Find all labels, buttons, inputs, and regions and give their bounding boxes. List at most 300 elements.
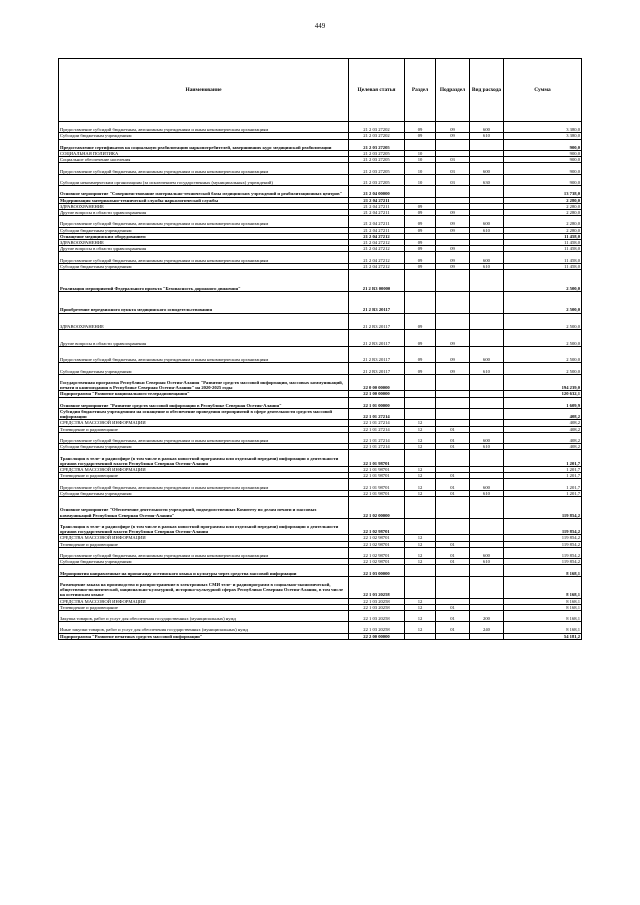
cell-section: 10 (405, 163, 436, 174)
cell-code: 21 2 04 27211 (349, 216, 405, 227)
cell-code: 22 0 00 00000 (349, 374, 405, 391)
cell-name: Телевидение и радиовещание (59, 604, 349, 610)
cell-sum: 900,0 (504, 139, 582, 150)
cell-code: 22 1 00 00000 (349, 391, 405, 397)
cell-code: 22 1 02 98701 (349, 518, 405, 535)
cell-section: 12 (405, 426, 436, 432)
cell-expense-type (470, 450, 504, 467)
cell-section: 12 (405, 622, 436, 633)
cell-sum: 8 168,1 (504, 610, 582, 621)
cell-section: 09 (405, 363, 436, 374)
table-row (59, 622, 582, 633)
cell-expense-type: 610 (470, 559, 504, 565)
cell-code: 21 2 04 27212 (349, 239, 405, 245)
cell-subsection: 01 (436, 444, 470, 450)
cell-name: Основное мероприятие "Развитие средств массовой информации в Республике Северная Осетия-Алания" (59, 397, 349, 408)
cell-code: 21 2 04 27212 (349, 263, 405, 269)
table-row (59, 346, 582, 363)
cell-expense-type: 200 (470, 610, 504, 621)
header-expense-type: Вид расхода (470, 59, 504, 122)
cell-name: Подпрограмма "Развитие национального телерадиовещания" (59, 391, 349, 397)
cell-section: 09 (405, 122, 436, 133)
cell-name: Социальное обеспечение населения (59, 157, 349, 163)
cell-subsection: 09 (436, 246, 470, 252)
cell-section: 09 (405, 227, 436, 233)
header-subsection: Подраздел (436, 59, 470, 122)
cell-sum: 8 168,1 (504, 576, 582, 598)
cell-name: Телевидение и радиовещание (59, 541, 349, 547)
cell-name: Другие вопросы в области здравоохранения (59, 246, 349, 252)
cell-code: 21 2 04 27211 (349, 203, 405, 209)
cell-expense-type (470, 408, 504, 419)
table-row (59, 547, 582, 558)
cell-name: Основное мероприятие "Совершенствование материально-технической базы медицинских учреждений и реабилитационных центров" (59, 186, 349, 197)
cell-name: Субсидии бюджетным учреждениям на оснащение и обеспечение проведения мероприятий в сфере деятельности средств массовой информации (59, 408, 349, 419)
cell-name: СРЕДСТВА МАССОВОЙ ИНФОРМАЦИИ (59, 420, 349, 426)
cell-sum: 119 854,2 (504, 541, 582, 547)
cell-subsection: 01 (436, 559, 470, 565)
cell-section: 09 (405, 246, 436, 252)
cell-sum: 8 168,1 (504, 604, 582, 610)
cell-section: 12 (405, 541, 436, 547)
cell-subsection: 01 (436, 479, 470, 490)
cell-name: Другие вопросы в области здравоохранения (59, 330, 349, 347)
cell-section: 12 (405, 479, 436, 490)
cell-section: 12 (405, 490, 436, 496)
cell-subsection: 09 (436, 133, 470, 139)
cell-subsection: 09 (436, 263, 470, 269)
cell-subsection (436, 633, 470, 639)
cell-code: 22 1 03 20258 (349, 604, 405, 610)
cell-sum: 1 201,7 (504, 473, 582, 479)
cell-sum: 900,0 (504, 150, 582, 156)
cell-subsection: 01 (436, 426, 470, 432)
cell-sum: 54 181,2 (504, 633, 582, 639)
cell-name: Предоставление субсидий бюджетным, автономным учреждениям и иным некоммерческим организациям (59, 479, 349, 490)
cell-code: 22 1 01 27214 (349, 420, 405, 426)
cell-subsection: 01 (436, 490, 470, 496)
header-name: Наименование (59, 59, 349, 122)
cell-expense-type (470, 330, 504, 347)
table-row (59, 174, 582, 185)
cell-expense-type: 600 (470, 163, 504, 174)
cell-sum: 11 458,0 (504, 239, 582, 245)
cell-sum: 2 500,0 (504, 313, 582, 330)
cell-expense-type: 600 (470, 252, 504, 263)
table-row (59, 363, 582, 374)
cell-code: 21 2 R3 20117 (349, 313, 405, 330)
cell-name: Предоставление субсидий бюджетным, автономным учреждениям и иным некоммерческим организациям (59, 432, 349, 443)
cell-code: 21 2 04 27212 (349, 233, 405, 239)
cell-name: ЗДРАВООХРАНЕНИЕ (59, 203, 349, 209)
table-row (59, 139, 582, 150)
cell-subsection: 09 (436, 216, 470, 227)
cell-name: Иные закупки товаров, работ и услуг для обеспечения государственных (муниципальных) нужд (59, 622, 349, 633)
cell-code: 21 2 04 27211 (349, 197, 405, 203)
cell-section: 12 (405, 473, 436, 479)
cell-sum: 11 458,0 (504, 233, 582, 239)
cell-code: 21 2 04 27211 (349, 209, 405, 215)
table-body (59, 122, 582, 640)
cell-code: 22 1 01 00000 (349, 397, 405, 408)
cell-code: 21 2 R3 20117 (349, 330, 405, 347)
cell-subsection: 09 (436, 209, 470, 215)
cell-section: 12 (405, 559, 436, 565)
cell-expense-type: 610 (470, 227, 504, 233)
cell-expense-type (470, 139, 504, 150)
cell-section: 10 (405, 174, 436, 185)
cell-name: Реализация мероприятий Федерального проекта "Безопасность дорожного движения" (59, 269, 349, 291)
cell-code: 22 1 03 20258 (349, 598, 405, 604)
cell-code: 21 2 04 00000 (349, 186, 405, 197)
cell-section: 09 (405, 216, 436, 227)
table-row (59, 163, 582, 174)
cell-name: Субсидии бюджетным учреждениям (59, 490, 349, 496)
cell-section: 12 (405, 598, 436, 604)
cell-subsection: 09 (436, 363, 470, 374)
table-row (59, 291, 582, 313)
header-sum: Сумма (504, 59, 582, 122)
cell-code: 22 1 01 98701 (349, 479, 405, 490)
cell-name: Подпрограмма "Развитие печатных средств массовой информации" (59, 633, 349, 639)
cell-code: 22 1 02 98701 (349, 541, 405, 547)
cell-subsection: 01 (436, 547, 470, 558)
table-row (59, 122, 582, 133)
cell-expense-type: 610 (470, 444, 504, 450)
cell-name: Оснащение медицинским оборудованием (59, 233, 349, 239)
cell-code: 21 2 03 27205 (349, 163, 405, 174)
cell-name: Размещение заказа на производство и распространение в электронных СМИ теле- и радиопрограмм в социально-экономической, общественно-политической, национально-культурной, историко-культурной сферах Республики Северная Осетия-Алания, в том числе на осетинском языке (59, 576, 349, 598)
cell-section: 12 (405, 432, 436, 443)
cell-sum: 120 632,1 (504, 391, 582, 397)
table-row (59, 397, 582, 408)
cell-expense-type: 610 (470, 263, 504, 269)
cell-code: 21 2 03 27202 (349, 122, 405, 133)
cell-expense-type (470, 374, 504, 391)
cell-sum: 1 609,9 (504, 397, 582, 408)
cell-code: 22 1 02 98701 (349, 547, 405, 558)
cell-name: Модернизация материально-технической службы наркологической службы (59, 197, 349, 203)
cell-name: Другие вопросы в области здравоохранения (59, 209, 349, 215)
cell-section: 12 (405, 604, 436, 610)
cell-expense-type (470, 291, 504, 313)
cell-expense-type (470, 565, 504, 576)
cell-name: Основное мероприятие "Обеспечение деятельности учреждений, подведомственных Комитету по делам печати и массовых коммуникаций Республики Северная Осетия-Алания" (59, 496, 349, 518)
cell-section: 12 (405, 444, 436, 450)
cell-subsection (436, 139, 470, 150)
cell-name: Субсидии некоммерческим организациям (за исключением государственных (муниципальных) учреждений) (59, 174, 349, 185)
cell-section (405, 450, 436, 467)
cell-code: 22 1 01 98701 (349, 473, 405, 479)
cell-sum: 1 201,7 (504, 479, 582, 490)
cell-section (405, 291, 436, 313)
cell-expense-type (470, 518, 504, 535)
table-row (59, 576, 582, 598)
cell-section: 09 (405, 239, 436, 245)
table-header-row (59, 59, 582, 122)
cell-expense-type: 600 (470, 346, 504, 363)
cell-sum: 119 854,2 (504, 559, 582, 565)
cell-sum: 2 280,0 (504, 197, 582, 203)
cell-code: 22 1 02 98701 (349, 535, 405, 541)
cell-section (405, 576, 436, 598)
header-section: Раздел (405, 59, 436, 122)
cell-code: 22 1 01 98701 (349, 450, 405, 467)
cell-name: ЗДРАВООХРАНЕНИЕ (59, 239, 349, 245)
cell-section: 09 (405, 346, 436, 363)
header-code: Целевая статья (349, 59, 405, 122)
table-row (59, 633, 582, 639)
cell-code: 22 1 01 27214 (349, 426, 405, 432)
cell-expense-type (470, 397, 504, 408)
cell-sum: 2 500,0 (504, 269, 582, 291)
cell-expense-type (470, 186, 504, 197)
cell-code: 22 1 01 27214 (349, 444, 405, 450)
cell-subsection: 09 (436, 252, 470, 263)
cell-sum: 3 380,0 (504, 122, 582, 133)
cell-name: СОЦИАЛЬНАЯ ПОЛИТИКА (59, 150, 349, 156)
cell-code: 22 1 01 98701 (349, 490, 405, 496)
cell-name: Субсидии бюджетным учреждениям (59, 227, 349, 233)
cell-section: 09 (405, 133, 436, 139)
cell-code: 22 1 02 98701 (349, 559, 405, 565)
cell-section (405, 269, 436, 291)
table-row (59, 518, 582, 535)
cell-code: 21 2 03 27202 (349, 133, 405, 139)
cell-subsection: 01 (436, 473, 470, 479)
cell-sum: 408,2 (504, 444, 582, 450)
cell-sum: 11 458,0 (504, 263, 582, 269)
table-row (59, 408, 582, 419)
cell-section: 12 (405, 535, 436, 541)
cell-sum: 119 854,2 (504, 535, 582, 541)
cell-code: 21 2 R3 20117 (349, 291, 405, 313)
cell-sum: 408,2 (504, 432, 582, 443)
cell-code: 21 2 R3 20117 (349, 346, 405, 363)
cell-expense-type (470, 576, 504, 598)
cell-sum: 900,0 (504, 157, 582, 163)
cell-subsection (436, 313, 470, 330)
cell-code: 21 2 03 27205 (349, 157, 405, 163)
cell-code: 21 2 04 27212 (349, 252, 405, 263)
cell-section: 09 (405, 263, 436, 269)
cell-expense-type (470, 269, 504, 291)
cell-subsection (436, 450, 470, 467)
cell-subsection (436, 576, 470, 598)
table-row (59, 565, 582, 576)
cell-subsection: 01 (436, 432, 470, 443)
cell-sum: 408,2 (504, 408, 582, 419)
cell-expense-type: 240 (470, 622, 504, 633)
cell-sum: 8 168,1 (504, 565, 582, 576)
cell-section (405, 496, 436, 518)
cell-section (405, 139, 436, 150)
cell-name: Мероприятия направленные на пропаганду осетинского языка и культуры через средства массовой информации (59, 565, 349, 576)
cell-sum: 11 458,0 (504, 246, 582, 252)
cell-section (405, 397, 436, 408)
table-row (59, 374, 582, 391)
cell-sum: 1 201,7 (504, 466, 582, 472)
cell-sum: 2 280,0 (504, 227, 582, 233)
cell-sum: 8 168,1 (504, 622, 582, 633)
cell-name: Субсидии бюджетным учреждениям (59, 559, 349, 565)
page-number: 449 (314, 22, 326, 30)
table-row (59, 496, 582, 518)
cell-sum: 11 458,0 (504, 252, 582, 263)
cell-expense-type (470, 633, 504, 639)
cell-expense-type: 610 (470, 490, 504, 496)
cell-code: 21 2 R3 00000 (349, 269, 405, 291)
cell-section: 12 (405, 420, 436, 426)
cell-code: 22 1 02 00000 (349, 496, 405, 518)
cell-code: 21 2 03 27205 (349, 150, 405, 156)
cell-subsection: 09 (436, 346, 470, 363)
cell-section: 12 (405, 466, 436, 472)
cell-expense-type (470, 496, 504, 518)
cell-section: 10 (405, 157, 436, 163)
cell-subsection: 09 (436, 330, 470, 347)
table-row (59, 450, 582, 467)
cell-subsection (436, 408, 470, 419)
cell-sum: 2 280,0 (504, 209, 582, 215)
cell-subsection (436, 496, 470, 518)
cell-section: 09 (405, 209, 436, 215)
cell-name: Предоставление субсидий бюджетным, автономным учреждениям и иным некоммерческим организациям (59, 122, 349, 133)
cell-subsection: 01 (436, 541, 470, 547)
cell-section: 12 (405, 610, 436, 621)
table-row (59, 313, 582, 330)
cell-sum: 900,0 (504, 174, 582, 185)
cell-subsection (436, 518, 470, 535)
cell-section: 09 (405, 203, 436, 209)
cell-name: Телевидение и радиовещание (59, 473, 349, 479)
cell-expense-type: 600 (470, 479, 504, 490)
cell-sum: 2 500,0 (504, 346, 582, 363)
cell-name: СРЕДСТВА МАССОВОЙ ИНФОРМАЦИИ (59, 466, 349, 472)
cell-subsection: 09 (436, 227, 470, 233)
cell-expense-type: 630 (470, 174, 504, 185)
cell-sum: 2 280,0 (504, 203, 582, 209)
cell-subsection (436, 397, 470, 408)
cell-expense-type: 600 (470, 216, 504, 227)
cell-name: Приобретение передвижного пункта медицинского освидетельствования (59, 291, 349, 313)
cell-name: Закупка товаров, работ и услуг для обеспечения государственных (муниципальных) нужд (59, 610, 349, 621)
cell-code: 22 1 03 00000 (349, 565, 405, 576)
cell-subsection: 01 (436, 622, 470, 633)
table-row (59, 610, 582, 621)
cell-name: СРЕДСТВА МАССОВОЙ ИНФОРМАЦИИ (59, 535, 349, 541)
cell-sum: 2 280,0 (504, 216, 582, 227)
cell-expense-type: 610 (470, 363, 504, 374)
cell-name: СРЕДСТВА МАССОВОЙ ИНФОРМАЦИИ (59, 598, 349, 604)
cell-sum: 119 854,2 (504, 518, 582, 535)
cell-subsection: 01 (436, 610, 470, 621)
cell-sum: 13 738,0 (504, 186, 582, 197)
cell-name: Предоставление субсидий бюджетным, автономным учреждениям и иным некоммерческим организациям (59, 547, 349, 558)
cell-subsection: 03 (436, 157, 470, 163)
cell-section (405, 186, 436, 197)
cell-section: 09 (405, 252, 436, 263)
cell-sum: 1 201,7 (504, 450, 582, 467)
budget-table (58, 58, 582, 640)
cell-name: Предоставление субсидий бюджетным, автономным учреждениям и иным некоммерческим организациям (59, 216, 349, 227)
cell-sum: 2 500,0 (504, 291, 582, 313)
cell-name: Предоставление субсидий бюджетным, автономным учреждениям и иным некоммерческим организациям (59, 252, 349, 263)
cell-code: 22 1 03 20258 (349, 576, 405, 598)
cell-subsection: 09 (436, 122, 470, 133)
cell-code: 22 1 03 20258 (349, 610, 405, 621)
cell-expense-type: 600 (470, 432, 504, 443)
cell-section: 12 (405, 547, 436, 558)
cell-subsection (436, 269, 470, 291)
cell-sum: 900,0 (504, 163, 582, 174)
cell-expense-type (470, 313, 504, 330)
table-row (59, 216, 582, 227)
cell-section: 10 (405, 150, 436, 156)
cell-section (405, 633, 436, 639)
cell-subsection (436, 186, 470, 197)
cell-code: 21 2 03 27205 (349, 139, 405, 150)
table-row (59, 330, 582, 347)
cell-sum: 8 168,1 (504, 598, 582, 604)
cell-subsection: 01 (436, 604, 470, 610)
table-row (59, 432, 582, 443)
cell-sum: 2 500,0 (504, 363, 582, 374)
cell-subsection (436, 565, 470, 576)
cell-code: 22 2 00 00000 (349, 633, 405, 639)
table-row (59, 479, 582, 490)
cell-sum: 119 854,2 (504, 547, 582, 558)
table-row (59, 186, 582, 197)
cell-code: 22 1 01 27214 (349, 432, 405, 443)
cell-section (405, 518, 436, 535)
cell-name: Трансляция в теле- и радиоэфире (в том числе в рамках новостной программы или отдельной передачи) информации о деятельности органов государственной власти Республики Северная Осетия-Алания (59, 450, 349, 467)
cell-name: Субсидии бюджетным учреждениям (59, 263, 349, 269)
cell-sum: 408,2 (504, 420, 582, 426)
table-row (59, 252, 582, 263)
cell-code: 21 2 04 27212 (349, 246, 405, 252)
cell-sum: 2 500,0 (504, 330, 582, 347)
cell-name: Телевидение и радиовещание (59, 426, 349, 432)
cell-code: 22 1 01 27214 (349, 408, 405, 419)
cell-sum: 408,2 (504, 426, 582, 432)
cell-code: 22 1 03 20258 (349, 622, 405, 633)
cell-code: 21 2 03 27205 (349, 174, 405, 185)
cell-code: 21 2 R3 20117 (349, 363, 405, 374)
table-row (59, 269, 582, 291)
cell-name: Субсидии бюджетным учреждениям (59, 363, 349, 374)
cell-expense-type: 610 (470, 133, 504, 139)
cell-section: 09 (405, 313, 436, 330)
cell-sum: 1 201,7 (504, 490, 582, 496)
cell-subsection: 03 (436, 174, 470, 185)
cell-sum: 119 854,2 (504, 496, 582, 518)
cell-section (405, 565, 436, 576)
cell-expense-type: 600 (470, 122, 504, 133)
cell-name: Субсидии бюджетным учреждениям (59, 444, 349, 450)
cell-name: Предоставление субсидий бюджетным, автономным учреждениям и иным некоммерческим организациям (59, 163, 349, 174)
cell-name: ЗДРАВООХРАНЕНИЕ (59, 313, 349, 330)
cell-section (405, 408, 436, 419)
cell-name: Государственная программа Республики Северная Осетия-Алания "Развитие средств массовой информации, массовых коммуникаций, печати и книгоиздания в Республике Северная Осетия-Алания" на 2020-2025 годы (59, 374, 349, 391)
cell-subsection (436, 291, 470, 313)
cell-section: 09 (405, 330, 436, 347)
cell-expense-type: 600 (470, 547, 504, 558)
cell-code: 22 1 01 98701 (349, 466, 405, 472)
cell-name: Субсидии бюджетным учреждениям (59, 133, 349, 139)
cell-sum: 194 239,0 (504, 374, 582, 391)
cell-section (405, 374, 436, 391)
